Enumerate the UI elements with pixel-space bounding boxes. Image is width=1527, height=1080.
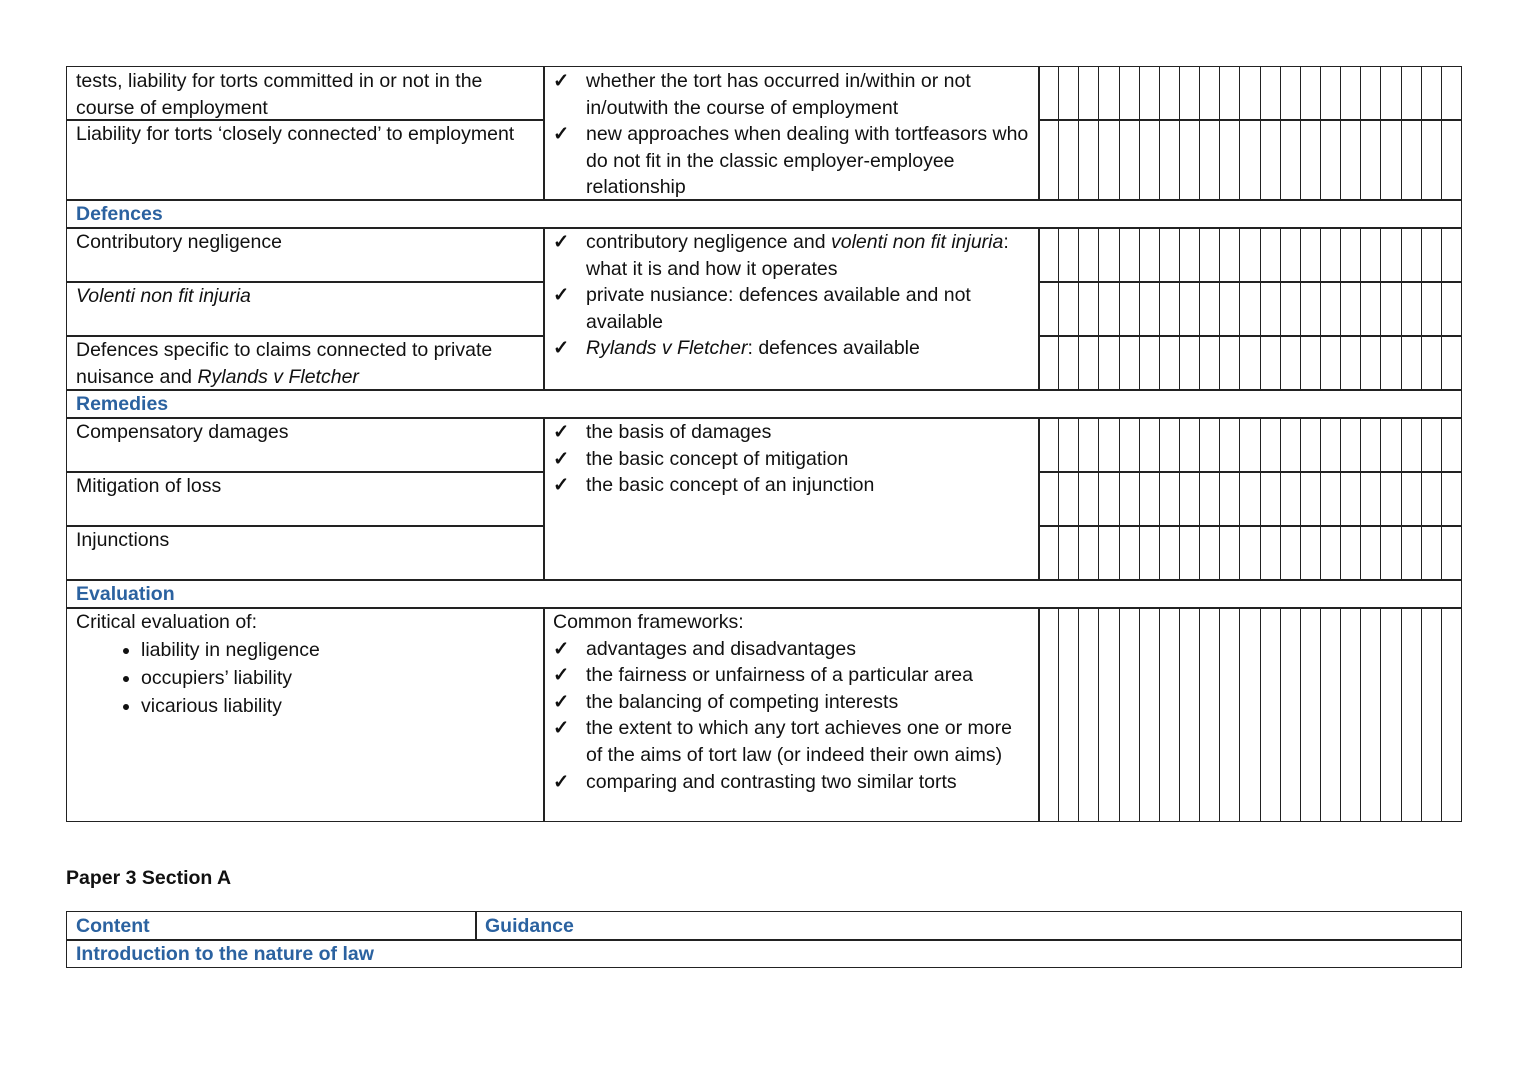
tick-box — [1200, 472, 1220, 526]
tick-box — [1220, 418, 1240, 472]
tick-box — [1281, 608, 1301, 821]
tick-box — [1261, 526, 1281, 580]
check-item: ✓ the fairness or unfairness of a particular area — [553, 662, 1030, 689]
tick-box — [1220, 120, 1240, 200]
tick-box — [1220, 67, 1240, 120]
tick-box — [1240, 120, 1260, 200]
tick-box — [1059, 67, 1079, 120]
tick-box — [1301, 608, 1321, 821]
tick-box — [1381, 67, 1401, 120]
tick-box — [1079, 120, 1099, 200]
tick-box — [1422, 120, 1442, 200]
tick-box — [1240, 228, 1260, 282]
tick-box — [1422, 418, 1442, 472]
tick-box — [1341, 67, 1361, 120]
tick-box — [1381, 526, 1401, 580]
check-item: ✓ advantages and disadvantages — [553, 636, 1030, 663]
tick-box — [1402, 67, 1422, 120]
tick-box — [1301, 526, 1321, 580]
tick-box — [1180, 228, 1200, 282]
tick-box — [1079, 336, 1099, 390]
check-item: ✓ the balancing of competing interests — [553, 689, 1030, 716]
content-cell: Liability for torts ‘closely connected’ to employment — [66, 119, 545, 201]
case-name: Rylands v Fletcher — [197, 365, 359, 388]
tick-box — [1120, 120, 1140, 200]
tick-box — [1361, 526, 1381, 580]
tick-grid — [1038, 119, 1462, 201]
tick-box — [1059, 336, 1079, 390]
tick-grid — [1038, 471, 1462, 527]
tick-box — [1140, 228, 1160, 282]
tick-box — [1361, 608, 1381, 821]
tick-box — [1160, 120, 1180, 200]
tick-box — [1079, 526, 1099, 580]
tick-box — [1442, 282, 1461, 336]
tick-grid — [1038, 525, 1462, 581]
tick-box — [1099, 472, 1119, 526]
tick-box — [1039, 472, 1059, 526]
tick-box — [1140, 472, 1160, 526]
tick-box — [1079, 67, 1099, 120]
tick-box — [1261, 67, 1281, 120]
column-header-guidance: Guidance — [475, 911, 1462, 941]
tick-box — [1160, 336, 1180, 390]
tick-box — [1301, 472, 1321, 526]
tick-box — [1321, 67, 1341, 120]
bullet-item: • liability in negligence — [141, 636, 535, 664]
check-item: ✓ Rylands v Fletcher: defences available — [553, 335, 1030, 362]
tick-box — [1079, 228, 1099, 282]
tick-box — [1301, 228, 1321, 282]
check-item: ✓ the extent to which any tort achieves one or more of the aims of tort law (or indeed their own aims) — [553, 715, 1030, 768]
check-item: ✓ the basis of damages — [553, 419, 1030, 446]
tick-box — [1200, 608, 1220, 821]
tick-box — [1442, 608, 1461, 821]
tick-box — [1200, 418, 1220, 472]
content-cell — [66, 607, 545, 822]
tick-box — [1381, 472, 1401, 526]
tick-box — [1059, 418, 1079, 472]
tick-box — [1160, 608, 1180, 821]
tick-box — [1160, 418, 1180, 472]
tick-grid — [1038, 227, 1462, 283]
tick-box — [1099, 526, 1119, 580]
tick-box — [1402, 472, 1422, 526]
tick-box — [1240, 418, 1260, 472]
tick-box — [1059, 526, 1079, 580]
tick-box — [1341, 472, 1361, 526]
tick-box — [1422, 526, 1442, 580]
tick-box — [1220, 282, 1240, 336]
tick-box — [1240, 608, 1260, 821]
tick-box — [1301, 282, 1321, 336]
tick-box — [1180, 67, 1200, 120]
tick-box — [1220, 526, 1240, 580]
tick-box — [1442, 67, 1461, 120]
tick-box — [1321, 608, 1341, 821]
tick-box — [1120, 418, 1140, 472]
tick-box — [1341, 120, 1361, 200]
tick-box — [1402, 282, 1422, 336]
content-cell — [66, 335, 545, 391]
tick-box — [1301, 120, 1321, 200]
tick-box — [1039, 608, 1059, 821]
tick-box — [1402, 608, 1422, 821]
tick-box — [1261, 472, 1281, 526]
frameworks-title: Common frameworks: — [553, 611, 744, 633]
tick-box — [1381, 608, 1401, 821]
paper3-title: Paper 3 Section A — [66, 867, 232, 889]
tick-box — [1321, 526, 1341, 580]
tick-box — [1422, 336, 1442, 390]
section-heading-evaluation: Evaluation — [66, 579, 1462, 609]
tick-box — [1200, 120, 1220, 200]
tick-box — [1160, 67, 1180, 120]
tick-box — [1120, 228, 1140, 282]
tick-box — [1079, 418, 1099, 472]
tick-box — [1301, 67, 1321, 120]
content-cell — [66, 281, 545, 337]
tick-box — [1281, 336, 1301, 390]
tick-box — [1079, 472, 1099, 526]
tick-box — [1381, 120, 1401, 200]
tick-box — [1381, 282, 1401, 336]
tick-box — [1281, 228, 1301, 282]
tick-box — [1321, 418, 1341, 472]
tick-box — [1059, 228, 1079, 282]
tick-box — [1402, 526, 1422, 580]
tick-box — [1341, 282, 1361, 336]
tick-grid — [1038, 335, 1462, 391]
tick-box — [1180, 472, 1200, 526]
tick-box — [1281, 418, 1301, 472]
tick-grid — [1038, 281, 1462, 337]
bullet-item: • occupiers’ liability — [141, 664, 535, 692]
tick-box — [1039, 418, 1059, 472]
tick-box — [1281, 120, 1301, 200]
tick-box — [1099, 67, 1119, 120]
tick-box — [1402, 120, 1422, 200]
tick-box — [1039, 336, 1059, 390]
tick-box — [1059, 472, 1079, 526]
check-item: ✓ the basic concept of mitigation — [553, 446, 1030, 473]
tick-box — [1301, 336, 1321, 390]
tick-box — [1120, 608, 1140, 821]
tick-box — [1240, 336, 1260, 390]
tick-box — [1361, 120, 1381, 200]
tick-box — [1301, 418, 1321, 472]
tick-box — [1200, 282, 1220, 336]
tick-box — [1099, 418, 1119, 472]
tick-box — [1120, 336, 1140, 390]
tick-box — [1281, 67, 1301, 120]
tick-grid — [1038, 607, 1462, 822]
check-item: ✓ comparing and contrasting two similar torts — [553, 769, 1030, 796]
tick-box — [1220, 608, 1240, 821]
tick-box — [1120, 472, 1140, 526]
tick-box — [1099, 120, 1119, 200]
tick-box — [1039, 67, 1059, 120]
tick-box — [1220, 472, 1240, 526]
tick-box — [1079, 608, 1099, 821]
tick-box — [1200, 336, 1220, 390]
tick-box — [1381, 228, 1401, 282]
tick-box — [1180, 282, 1200, 336]
tick-box — [1240, 67, 1260, 120]
tick-box — [1039, 120, 1059, 200]
tick-box — [1200, 228, 1220, 282]
tick-box — [1140, 336, 1160, 390]
tick-box — [1402, 228, 1422, 282]
tick-box — [1442, 472, 1461, 526]
tick-box — [1281, 282, 1301, 336]
tick-box — [1341, 526, 1361, 580]
tick-box — [1039, 526, 1059, 580]
tick-box — [1220, 336, 1240, 390]
tick-box — [1341, 608, 1361, 821]
tick-box — [1261, 418, 1281, 472]
tick-box — [1220, 228, 1240, 282]
tick-box — [1120, 282, 1140, 336]
tick-box — [1321, 472, 1341, 526]
tick-grid — [1038, 66, 1462, 121]
tick-box — [1281, 472, 1301, 526]
tick-box — [1160, 282, 1180, 336]
tick-box — [1402, 336, 1422, 390]
tick-box — [1361, 228, 1381, 282]
tick-box — [1261, 336, 1281, 390]
tick-box — [1160, 526, 1180, 580]
tick-box — [1240, 526, 1260, 580]
tick-box — [1422, 472, 1442, 526]
tick-box — [1140, 67, 1160, 120]
tick-box — [1341, 418, 1361, 472]
tick-box — [1442, 120, 1461, 200]
tick-box — [1140, 608, 1160, 821]
tick-box — [1180, 120, 1200, 200]
tick-box — [1140, 418, 1160, 472]
tick-box — [1099, 608, 1119, 821]
tick-box — [1261, 228, 1281, 282]
tick-box — [1099, 336, 1119, 390]
tick-box — [1321, 336, 1341, 390]
check-item: ✓ private nusiance: defences available and not available — [553, 282, 1030, 335]
tick-box — [1361, 336, 1381, 390]
tick-box — [1079, 282, 1099, 336]
tick-box — [1261, 120, 1281, 200]
tick-box — [1442, 228, 1461, 282]
section-heading-nature-of-law: Introduction to the nature of law — [66, 939, 1462, 968]
tick-box — [1422, 67, 1442, 120]
tick-box — [1281, 526, 1301, 580]
tick-box — [1402, 418, 1422, 472]
content-cell: Contributory negligence — [66, 227, 545, 283]
tick-box — [1039, 282, 1059, 336]
tick-box — [1361, 472, 1381, 526]
tick-box — [1160, 472, 1180, 526]
tick-box — [1180, 608, 1200, 821]
section-heading-remedies: Remedies — [66, 389, 1462, 419]
tick-grid — [1038, 417, 1462, 473]
tick-box — [1160, 228, 1180, 282]
tick-box — [1361, 67, 1381, 120]
tick-box — [1321, 120, 1341, 200]
tick-box — [1422, 228, 1442, 282]
check-item: ✓ whether the tort has occurred in/within or not in/outwith the course of employment — [553, 68, 1030, 121]
guidance-cell — [543, 66, 1040, 201]
tick-box — [1180, 418, 1200, 472]
tick-box — [1180, 336, 1200, 390]
check-item: ✓ new approaches when dealing with tortfeasors who do not fit in the classic employer-employee relationship — [553, 121, 1030, 201]
tick-box — [1120, 67, 1140, 120]
tick-box — [1039, 228, 1059, 282]
tick-box — [1120, 526, 1140, 580]
bullet-item: • vicarious liability — [141, 692, 535, 720]
tick-box — [1422, 282, 1442, 336]
tick-box — [1361, 282, 1381, 336]
tick-box — [1059, 120, 1079, 200]
tick-box — [1099, 228, 1119, 282]
tick-box — [1240, 282, 1260, 336]
intro-text: Critical evaluation of: — [76, 611, 258, 633]
tick-box — [1180, 526, 1200, 580]
tick-box — [1261, 608, 1281, 821]
guidance-cell — [543, 417, 1040, 581]
content-cell: Mitigation of loss — [66, 471, 545, 527]
guidance-cell — [543, 607, 1040, 822]
tick-box — [1442, 418, 1461, 472]
tick-box — [1099, 282, 1119, 336]
tick-box — [1140, 282, 1160, 336]
tick-box — [1361, 418, 1381, 472]
tick-box — [1381, 418, 1401, 472]
tick-box — [1240, 472, 1260, 526]
column-header-content: Content — [66, 911, 477, 941]
section-heading-defences: Defences — [66, 199, 1462, 229]
content-cell: Compensatory damages — [66, 417, 545, 473]
latin-term: Volenti non fit injuria — [76, 285, 251, 307]
guidance-cell — [543, 227, 1040, 391]
tick-box — [1140, 120, 1160, 200]
tick-box — [1442, 336, 1461, 390]
tick-box — [1442, 526, 1461, 580]
tick-box — [1381, 336, 1401, 390]
text: Defences specific to claims connected to private nuisance and — [76, 339, 493, 388]
tick-box — [1200, 526, 1220, 580]
tick-box — [1321, 282, 1341, 336]
content-cell: tests, liability for torts committed in or not in the course of employment — [66, 66, 545, 121]
tick-box — [1341, 336, 1361, 390]
tick-box — [1140, 526, 1160, 580]
tick-box — [1261, 282, 1281, 336]
tick-box — [1321, 228, 1341, 282]
check-item: ✓ contributory negligence and volenti non fit injuria: what it is and how it operates — [553, 229, 1030, 282]
tick-box — [1200, 67, 1220, 120]
tick-box — [1341, 228, 1361, 282]
content-cell: Injunctions — [66, 525, 545, 581]
tick-box — [1059, 282, 1079, 336]
tick-box — [1059, 608, 1079, 821]
tick-box — [1422, 608, 1442, 821]
check-item: ✓ the basic concept of an injunction — [553, 472, 1030, 499]
